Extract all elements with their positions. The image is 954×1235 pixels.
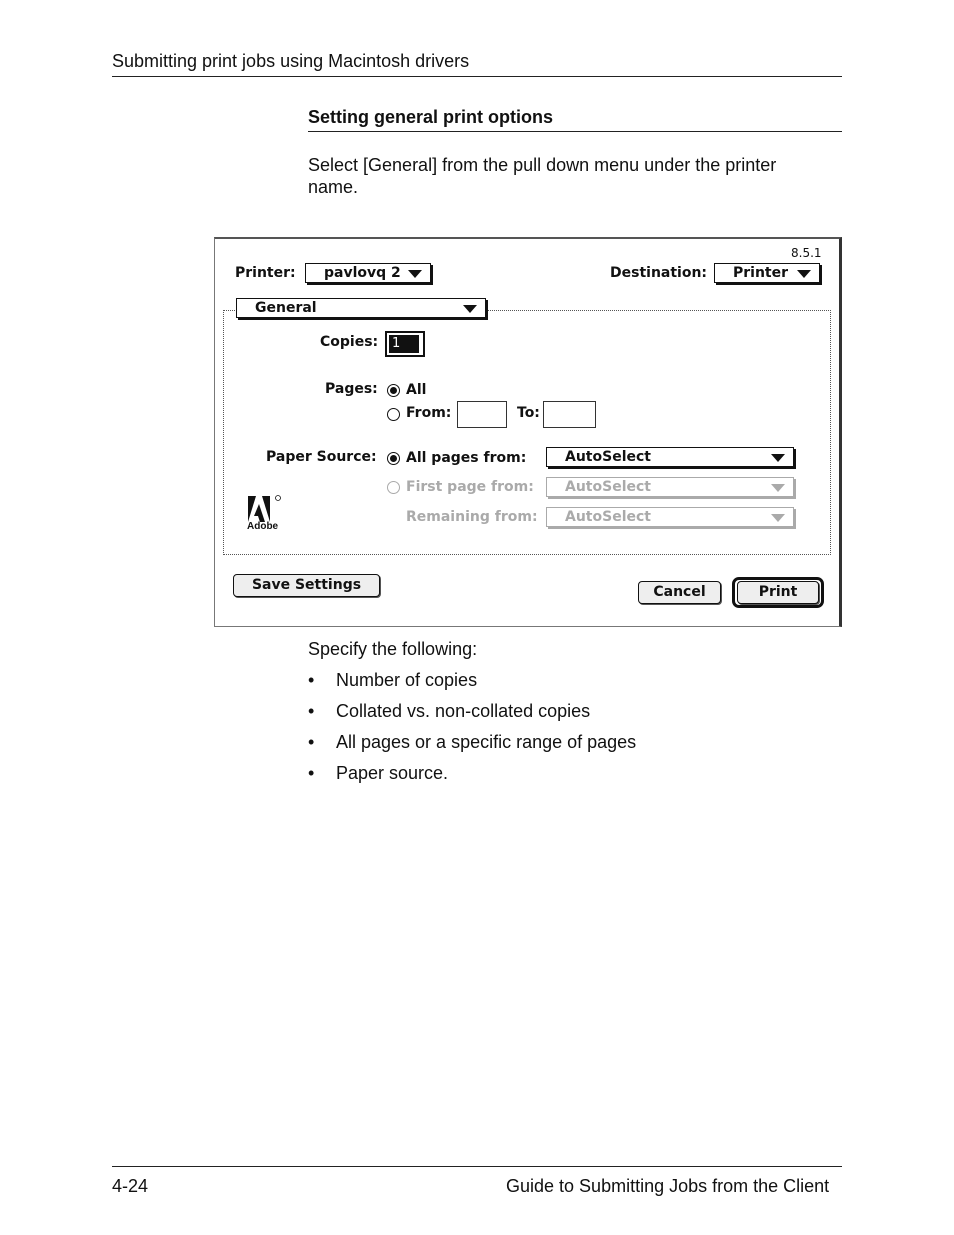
list-item-text: Number of copies — [336, 670, 478, 690]
cancel-button[interactable]: Cancel — [638, 581, 721, 604]
list-item — [308, 701, 636, 732]
panel-popup[interactable] — [236, 298, 486, 318]
destination-popup[interactable] — [714, 263, 820, 283]
all-pages-source-popup[interactable] — [546, 447, 794, 467]
remaining-source-value: AutoSelect — [565, 509, 651, 525]
all-pages-from-label: All pages from: — [406, 450, 527, 466]
chevron-down-icon — [771, 454, 785, 462]
destination-popup-value: Printer — [733, 265, 789, 281]
pages-from-field[interactable] — [457, 401, 507, 428]
running-header: Submitting print jobs using Macintosh drivers — [112, 51, 470, 71]
copies-field[interactable] — [385, 331, 425, 357]
bullet-icon: • — [308, 732, 315, 752]
printer-popup[interactable] — [305, 263, 431, 283]
specify-label: Specify the following: — [308, 639, 478, 659]
header-rule — [112, 76, 842, 77]
copies-value: 1 — [389, 335, 419, 353]
footer-title: Guide to Submitting Jobs from the Client — [506, 1176, 830, 1196]
destination-label: Destination: — [610, 265, 708, 281]
pages-all-radio[interactable] — [387, 384, 400, 397]
list-item — [308, 763, 636, 794]
list-item — [308, 732, 636, 763]
remaining-from-label: Remaining from: — [406, 509, 538, 525]
bullet-icon: • — [308, 670, 315, 690]
pages-all-label: All — [406, 382, 427, 398]
intro-paragraph: Select [General] from the pull down menu under the printer name. — [308, 155, 777, 197]
first-page-source-popup[interactable] — [546, 477, 794, 497]
chevron-down-icon — [771, 484, 785, 492]
options-list — [308, 670, 636, 794]
adobe-logo-mark — [245, 494, 289, 524]
section-rule — [308, 131, 842, 132]
pages-range-radio[interactable] — [387, 408, 400, 421]
adobe-logo-text: Adobe — [247, 521, 279, 532]
bullet-icon: • — [308, 763, 315, 783]
printer-popup-value: pavlovq 2 — [324, 265, 401, 281]
first-page-from-label: First page from: — [406, 479, 534, 495]
print-dialog — [214, 237, 842, 627]
first-page-source-value: AutoSelect — [565, 479, 651, 495]
chevron-down-icon — [797, 270, 811, 278]
pages-to-label: To: — [517, 405, 540, 421]
list-item-text: Collated vs. non-collated copies — [336, 701, 591, 721]
panel-popup-value: General — [255, 300, 317, 316]
bullet-icon: • — [308, 701, 315, 721]
pages-to-field[interactable] — [543, 401, 596, 428]
all-pages-from-radio[interactable] — [387, 452, 400, 465]
list-item-text: Paper source. — [336, 763, 449, 783]
remaining-source-popup[interactable] — [546, 507, 794, 527]
copies-label: Copies: — [320, 334, 379, 350]
chevron-down-icon — [463, 305, 477, 313]
pages-label: Pages: — [325, 381, 378, 397]
paper-source-label: Paper Source: — [266, 449, 377, 465]
list-item-text: All pages or a specific range of pages — [336, 732, 637, 752]
print-button[interactable]: Print — [737, 581, 819, 604]
pages-from-label: From: — [406, 405, 452, 421]
chevron-down-icon — [771, 514, 785, 522]
footer-rule — [112, 1166, 842, 1167]
all-pages-source-value: AutoSelect — [565, 449, 651, 465]
page-number: 4-24 — [112, 1176, 149, 1196]
printer-label: Printer: — [235, 265, 296, 281]
section-title: Setting general print options — [308, 107, 554, 127]
version-label: 8.5.1 — [791, 246, 822, 260]
adobe-logo — [245, 494, 289, 534]
list-item — [308, 670, 636, 701]
save-settings-button[interactable]: Save Settings — [233, 574, 380, 597]
first-page-from-radio[interactable] — [387, 481, 400, 494]
chevron-down-icon — [408, 270, 422, 278]
